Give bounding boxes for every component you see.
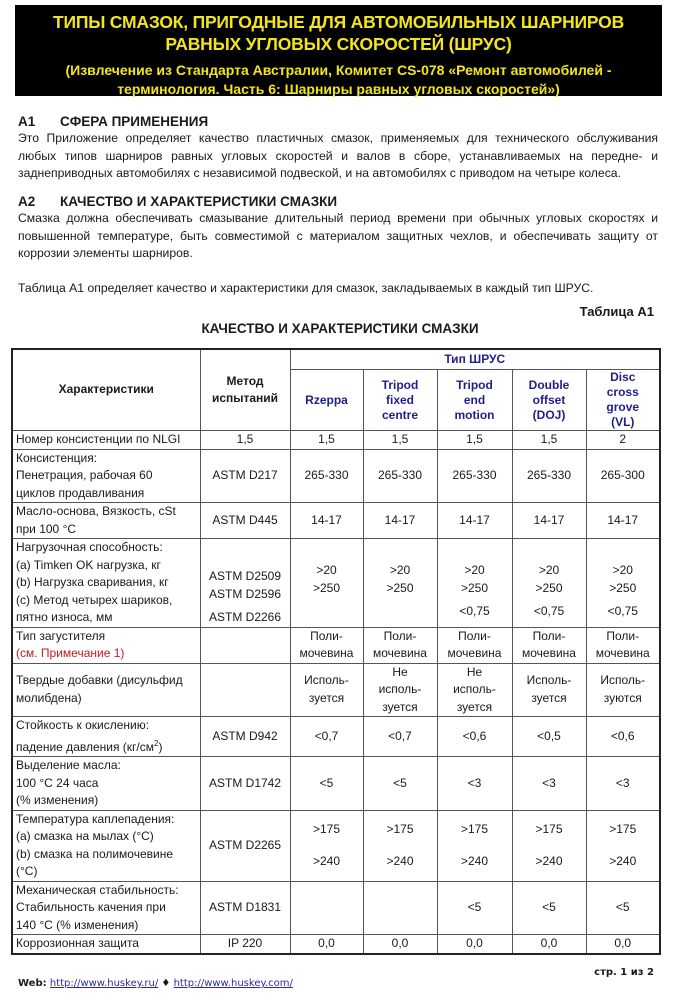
- value-line: [294, 899, 360, 917]
- value-line: Поли-: [310, 628, 343, 643]
- value-line: мочевина: [595, 646, 650, 660]
- table-row: [12, 757, 660, 811]
- value-line: 265-330: [377, 468, 423, 482]
- value-line: Не: [466, 664, 483, 679]
- characteristic-line: (c) Метод четырех шариков,: [16, 592, 173, 607]
- method-line: [204, 636, 287, 654]
- value-cell: [363, 663, 437, 717]
- section-paragraph: Смазка должна обеспечивать смазывание длительный период времени при обычных угловых скоростях и повышенной температуре, быть совместимой с материалом защитных чехлов, и обеспечивать защиту от коррозии элементы шарниров.: [18, 211, 658, 260]
- title-line-1: ТИПЫ СМАЗОК, ПРИГОДНЫЕ ДЛЯ АВТОМОБИЛЬНЫХ ШАРНИРОВ: [52, 12, 625, 32]
- method-line: ASTM D2266: [208, 610, 282, 624]
- value-line: <0,75: [607, 604, 638, 619]
- value-line: <0,6: [462, 728, 487, 743]
- method-line: [204, 551, 287, 569]
- value-cell: [437, 503, 512, 539]
- characteristic-cell: [12, 449, 200, 503]
- characteristic-line: (°С): [16, 864, 38, 878]
- method-cell: [200, 431, 290, 450]
- value-cell: [290, 810, 363, 881]
- characteristic-line: Масло-основа, Вязкость, cSt: [16, 504, 176, 518]
- value-line: Исполь-: [304, 673, 349, 688]
- value-cell: [363, 503, 437, 539]
- value-line: Не: [392, 664, 408, 679]
- value-line: зуется: [382, 699, 418, 714]
- header-joint-type-4: [512, 370, 586, 431]
- method-cell: [200, 717, 290, 757]
- value-line: 0,0: [466, 936, 483, 950]
- characteristic-cell: [12, 627, 200, 663]
- value-line: [516, 870, 583, 876]
- value-line: [590, 839, 657, 853]
- header-line: Tripod: [381, 377, 419, 392]
- characteristic-line: Пенетрация, рабочая 60: [16, 468, 153, 482]
- characteristic-line: Коррозионная защита: [16, 936, 139, 950]
- table-row: [12, 881, 660, 935]
- value-line: [441, 870, 509, 876]
- value-line: 0,0: [614, 936, 632, 950]
- method-cell: [200, 627, 290, 663]
- value-line: >250: [386, 580, 414, 595]
- value-cell: [512, 449, 586, 503]
- value-line: Исполь-: [600, 673, 646, 688]
- value-line: <5: [542, 900, 556, 914]
- value-cell: [586, 539, 660, 628]
- characteristic-cell: [12, 757, 200, 811]
- characteristic-cell: [12, 663, 200, 717]
- value-line: <0,75: [533, 604, 565, 619]
- characteristic-line: 140 °С (% изменения): [16, 917, 139, 932]
- header-joint-type-2: [363, 370, 437, 431]
- value-cell: [437, 449, 512, 503]
- header-line: Tripod: [456, 377, 493, 392]
- header-line: (VL): [611, 415, 635, 429]
- method-line: ASTM D2509: [208, 569, 282, 583]
- method-cell: [200, 663, 290, 717]
- value-line: [294, 545, 360, 563]
- table-label: Таблица А1: [579, 304, 654, 319]
- header-line: Disc: [610, 370, 636, 384]
- value-line: 0,0: [540, 936, 558, 950]
- header-joint-type-5: [586, 370, 660, 431]
- method-cell: [200, 810, 290, 881]
- section-heading: [18, 193, 658, 210]
- characteristic-line: Консистенция:: [16, 450, 98, 465]
- characteristic-line: падение давления $(кг/см^2)$: [16, 738, 163, 754]
- method-cell: [200, 503, 290, 539]
- value-line: >240: [609, 853, 637, 868]
- value-line: 0,0: [391, 936, 409, 950]
- value-cell: [290, 503, 363, 539]
- characteristic-line: (% изменения): [16, 793, 99, 807]
- header-line: (DOJ): [532, 407, 566, 422]
- value-line: зуются: [603, 690, 642, 705]
- value-line: мочевина: [299, 646, 354, 660]
- characteristic-cell: [12, 431, 200, 450]
- header-line: испытаний: [211, 391, 279, 405]
- value-line: >20: [612, 563, 633, 578]
- value-cell: [586, 503, 660, 539]
- value-line: 265-330: [304, 468, 349, 482]
- characteristic-line: при 100 °С: [16, 521, 77, 536]
- value-cell: [586, 881, 660, 935]
- characteristic-cell: [12, 810, 200, 881]
- method-line: ASTM D1831: [208, 900, 282, 914]
- value-line: 265-330: [526, 468, 572, 482]
- value-line: >240: [460, 853, 489, 868]
- table-row: [12, 717, 660, 757]
- value-cell: [363, 431, 437, 450]
- value-cell: [586, 627, 660, 663]
- section-number: A2: [18, 194, 36, 209]
- value-line: <5: [467, 900, 482, 914]
- header-line: cross: [606, 385, 639, 399]
- header-cv-joint-type: Тип ШРУС: [290, 349, 660, 370]
- diamond-separator-icon: ♦: [161, 978, 171, 989]
- value-line: [367, 839, 434, 853]
- value-line: 2: [619, 432, 627, 446]
- method-line: 1,5: [236, 432, 254, 446]
- value-line: >250: [312, 580, 341, 595]
- value-line: >250: [535, 580, 563, 595]
- table-row: [12, 935, 660, 954]
- value-cell: [363, 539, 437, 628]
- value-line: <5: [319, 775, 334, 790]
- value-cell: [437, 757, 512, 811]
- header-line: end: [463, 392, 486, 407]
- value-cell: [512, 431, 586, 450]
- method-line: ASTM D217: [212, 468, 278, 482]
- document-title: [15, 11, 662, 55]
- value-line: [367, 545, 434, 563]
- value-cell: [290, 717, 363, 757]
- value-cell: [290, 935, 363, 954]
- value-cell: [437, 935, 512, 954]
- value-cell: [512, 757, 586, 811]
- value-line: >175: [460, 822, 489, 836]
- table-row: [12, 810, 660, 881]
- value-cell: [437, 881, 512, 935]
- footer-web: [18, 978, 293, 989]
- value-cell: [290, 627, 363, 663]
- value-line: Поли-: [458, 628, 491, 643]
- value-cell: [437, 663, 512, 717]
- value-line: >250: [609, 580, 637, 595]
- header-line: fixed: [385, 392, 414, 407]
- value-cell: [512, 717, 586, 757]
- value-cell: [512, 627, 586, 663]
- header-joint-type-3: [437, 370, 512, 431]
- value-cell: [586, 449, 660, 503]
- section-title: КАЧЕСТВО И ХАРАКТЕРИСТИКИ СМАЗКИ: [60, 194, 338, 209]
- table-row: [12, 627, 660, 663]
- characteristic-cell: [12, 881, 200, 935]
- value-line: Поли-: [532, 628, 566, 643]
- method-line: ASTM D2596: [208, 586, 282, 601]
- value-cell: [437, 431, 512, 450]
- value-line: 14-17: [311, 512, 342, 527]
- value-line: 1,5: [540, 432, 558, 446]
- value-cell: [512, 935, 586, 954]
- value-line: зуется: [308, 690, 345, 705]
- superscript: 2: [154, 738, 159, 748]
- header-line: Rzeppa: [305, 392, 348, 407]
- value-cell: [290, 881, 363, 935]
- value-line: >175: [312, 822, 341, 836]
- value-cell: [437, 810, 512, 881]
- value-cell: [586, 810, 660, 881]
- value-line: >20: [316, 563, 337, 578]
- value-line: 265-300: [600, 468, 645, 482]
- value-line: <5: [615, 900, 630, 914]
- section-heading: [18, 113, 658, 130]
- method-line: ASTM D1742: [208, 775, 282, 790]
- value-line: >240: [312, 853, 341, 868]
- characteristic-line: (a) Timken OK нагрузка, кг: [16, 557, 161, 572]
- method-cell: [200, 539, 290, 628]
- value-cell: [290, 757, 363, 811]
- characteristic-line: Стойкость к окислению:: [16, 718, 150, 732]
- value-cell: [290, 539, 363, 628]
- value-cell: [363, 627, 437, 663]
- header-joint-type-1: [290, 370, 363, 431]
- value-line: мочевина: [522, 646, 576, 660]
- value-line: <0,5: [537, 728, 561, 743]
- method-line: ASTM D2265: [208, 837, 282, 852]
- value-cell: [512, 881, 586, 935]
- method-line: IP 220: [227, 936, 263, 950]
- characteristic-line: Выделение масла:: [16, 758, 121, 772]
- characteristic-line: (b) Нагрузка сваривания, кг: [16, 575, 169, 589]
- value-line: зуется: [456, 699, 493, 714]
- header-row-1: [12, 349, 660, 370]
- table-row: [12, 503, 660, 539]
- value-line: >175: [609, 822, 637, 836]
- value-line: >175: [535, 822, 563, 836]
- method-cell: [200, 935, 290, 954]
- section-a1: [18, 113, 658, 183]
- value-line: Поли-: [383, 628, 417, 643]
- header-test-method: [200, 349, 290, 431]
- section-number: A1: [18, 114, 36, 129]
- table-row: [12, 449, 660, 503]
- characteristic-cell: [12, 503, 200, 539]
- link-huskey-ru[interactable]: http://www.huskey.ru/: [49, 978, 159, 989]
- section-paragraph: Это Приложение определяет качество пластичных смазок, применяемых для технического обслуживания любых типов шарниров равных угловых скоростей и валов в сборе, устанавливаемых на передне- и заднеприводных автомобилях с независимой подвеской, и на автомобилях с приводом на четыре колеса.: [18, 131, 658, 180]
- value-line: 14-17: [459, 512, 490, 527]
- method-line: [204, 681, 287, 699]
- value-line: <5: [393, 775, 407, 790]
- value-line: >240: [386, 853, 414, 868]
- value-line: 1,5: [318, 432, 335, 446]
- header-line: offset: [532, 392, 566, 407]
- value-line: 1,5: [391, 432, 409, 446]
- value-line: 1,5: [466, 432, 483, 446]
- header-line: Метод: [226, 373, 264, 388]
- value-line: <3: [542, 775, 556, 790]
- table-row: [12, 431, 660, 450]
- method-cell: [200, 757, 290, 811]
- characteristic-line: (a) смазка на мылах (°С): [16, 829, 154, 843]
- value-cell: [586, 431, 660, 450]
- title-line-2: РАВНЫХ УГЛОВЫХ СКОРОСТЕЙ (ШРУС): [165, 34, 512, 54]
- method-cell: [200, 449, 290, 503]
- characteristic-line: пятно износа, мм: [16, 610, 113, 624]
- lubricant-table: [11, 348, 661, 955]
- document-subtitle: [15, 61, 662, 99]
- value-line: [516, 839, 583, 853]
- header-line: Double: [528, 377, 570, 392]
- value-line: [367, 870, 434, 876]
- characteristic-line: циклов продавливания: [16, 485, 145, 500]
- characteristic-line: Стабильность качения при: [16, 900, 166, 914]
- value-cell: [512, 503, 586, 539]
- characteristic-line: молибдена): [16, 690, 82, 705]
- value-line: [590, 545, 657, 563]
- table-row: [12, 663, 660, 717]
- characteristic-cell: [12, 935, 200, 954]
- subtitle-line-2: терминология. Часть 6: Шарниры равных угловых скоростей»): [117, 81, 560, 97]
- value-line: [294, 603, 360, 621]
- value-cell: [363, 881, 437, 935]
- web-label: Web:: [18, 978, 47, 989]
- value-cell: [437, 717, 512, 757]
- header-line: motion: [454, 407, 495, 422]
- value-cell: [437, 539, 512, 628]
- value-line: <3: [615, 775, 630, 790]
- header-characteristics: Характеристики: [12, 349, 200, 431]
- subtitle-line-1: (Извлечение из Стандарта Австралии, Комитет CS-078 «Ремонт автомобилей -: [65, 62, 612, 78]
- note-reference[interactable]: (см. Примечание 1): [16, 646, 125, 660]
- value-line: >250: [460, 580, 489, 595]
- value-line: 14-17: [533, 512, 565, 527]
- value-line: [294, 870, 360, 876]
- value-line: >20: [464, 563, 485, 578]
- method-line: ASTM D445: [212, 512, 278, 527]
- value-line: >240: [535, 853, 563, 868]
- value-cell: [586, 757, 660, 811]
- title-banner: [15, 5, 662, 96]
- value-line: [367, 899, 434, 917]
- characteristic-cell: [12, 717, 200, 757]
- value-line: Поли-: [606, 628, 640, 643]
- value-line: 265-330: [452, 468, 497, 482]
- value-cell: [586, 663, 660, 717]
- method-line: ASTM D942: [212, 728, 278, 743]
- characteristic-line: Номер консистенции по NLGI: [16, 432, 181, 446]
- characteristic-cell: [12, 539, 200, 628]
- value-line: [367, 603, 434, 621]
- value-line: <0,7: [388, 728, 412, 743]
- value-cell: [363, 810, 437, 881]
- method-cell: [200, 881, 290, 935]
- link-huskey-com[interactable]: http://www.huskey.com/: [173, 978, 293, 989]
- value-line: >20: [389, 563, 411, 578]
- characteristic-line: Твердые добавки (дисульфид: [16, 673, 183, 688]
- value-line: 14-17: [384, 512, 416, 527]
- value-cell: [290, 663, 363, 717]
- page-number: стр. 1 из 2: [594, 967, 654, 978]
- table-row: [12, 539, 660, 628]
- characteristic-line: Механическая стабильность:: [16, 882, 179, 897]
- section-title: СФЕРА ПРИМЕНЕНИЯ: [60, 114, 209, 129]
- value-line: 0,0: [318, 936, 335, 950]
- value-cell: [290, 431, 363, 450]
- value-line: [294, 839, 360, 853]
- value-line: [590, 870, 657, 876]
- value-line: >20: [538, 563, 560, 578]
- value-line: мочевина: [373, 646, 427, 660]
- value-line: >175: [386, 822, 414, 836]
- value-line: <0,75: [459, 604, 490, 619]
- value-cell: [363, 935, 437, 954]
- characteristic-line: Тип загустителя: [16, 628, 106, 643]
- table-title: КАЧЕСТВО И ХАРАКТЕРИСТИКИ СМАЗКИ: [201, 321, 479, 336]
- value-line: <3: [467, 775, 482, 790]
- value-line: зуется: [531, 690, 567, 705]
- value-cell: [586, 717, 660, 757]
- value-line: исполь-: [378, 682, 422, 696]
- value-cell: [512, 539, 586, 628]
- value-cell: [363, 449, 437, 503]
- section-a2: [18, 193, 658, 297]
- value-line: [441, 545, 509, 563]
- value-line: [441, 839, 509, 853]
- characteristic-line: Нагрузочная способность:: [16, 540, 163, 554]
- value-line: мочевина: [447, 646, 502, 660]
- value-line: [516, 545, 583, 563]
- value-cell: [586, 935, 660, 954]
- value-cell: [363, 757, 437, 811]
- value-cell: [512, 810, 586, 881]
- characteristic-line: Температура каплепадения:: [16, 811, 175, 826]
- characteristic-line: 100 °С 24 часа: [16, 775, 99, 790]
- value-cell: [290, 449, 363, 503]
- value-line: Исполь-: [526, 673, 572, 688]
- value-cell: [437, 627, 512, 663]
- value-line: <0,6: [610, 728, 635, 743]
- section-paragraph-2: Таблица А1 определяет качество и характеристики для смазок, закладываемых в каждый тип ШРУС.: [18, 280, 594, 295]
- value-cell: [512, 663, 586, 717]
- header-line: centre: [381, 407, 419, 422]
- characteristic-line: (b) смазка на полимочевине: [16, 846, 174, 861]
- value-line: <0,7: [314, 728, 339, 743]
- header-line: grove: [606, 400, 640, 414]
- value-line: 14-17: [607, 512, 639, 527]
- value-cell: [363, 717, 437, 757]
- value-line: исполь-: [453, 682, 496, 696]
